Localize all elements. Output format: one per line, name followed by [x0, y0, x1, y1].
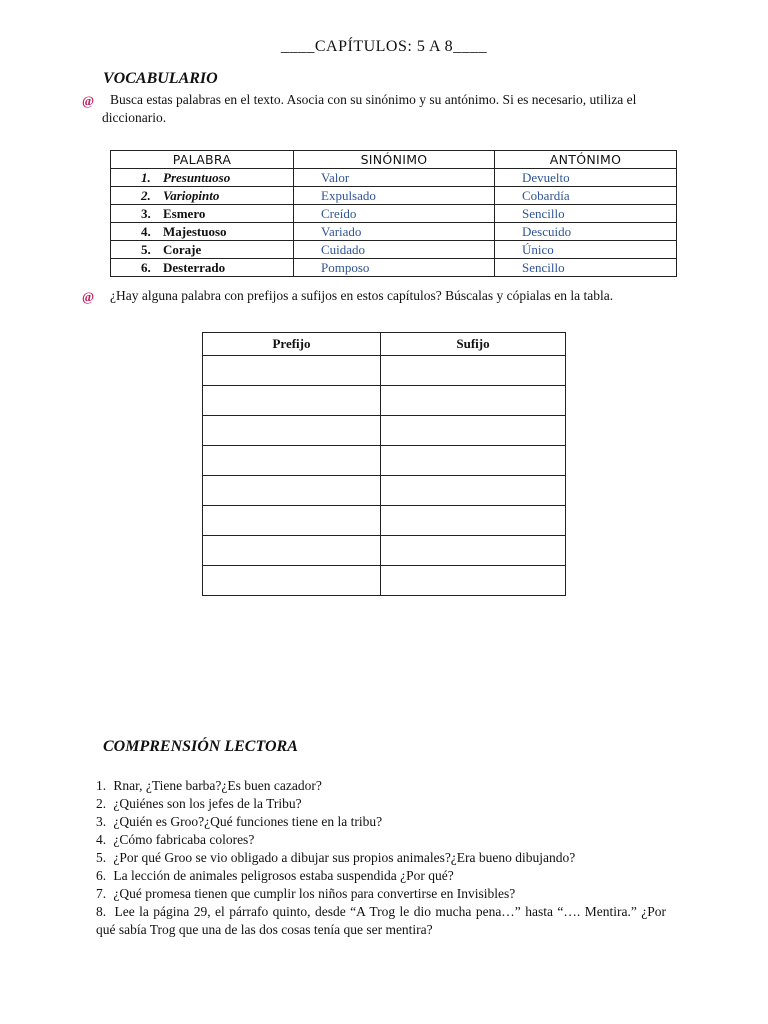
list-item	[96, 867, 666, 885]
synonym-cell: Expulsado	[294, 187, 495, 205]
prefix-cell[interactable]	[203, 356, 381, 386]
antonym-cell: Devuelto	[495, 169, 677, 187]
question-number: 7.	[96, 886, 107, 901]
row-number: 2.	[141, 187, 151, 203]
word-text: Variopinto	[163, 187, 220, 203]
suffix-cell[interactable]	[381, 476, 566, 506]
question-number: 1.	[96, 778, 107, 793]
list-item	[96, 831, 666, 849]
table-row	[203, 416, 566, 446]
suffix-cell[interactable]	[381, 386, 566, 416]
list-item	[96, 777, 666, 795]
table-row	[111, 169, 677, 187]
row-number: 3.	[141, 205, 151, 221]
bullet-icon: @	[82, 93, 95, 108]
table-row	[203, 386, 566, 416]
table-row	[111, 187, 677, 205]
header-prefijo: Prefijo	[203, 333, 381, 356]
prefix-cell[interactable]	[203, 506, 381, 536]
prefix-cell[interactable]	[203, 446, 381, 476]
synonym-cell: Cuidado	[294, 241, 495, 259]
synonym-cell: Valor	[294, 169, 495, 187]
table-row	[203, 356, 566, 386]
suffix-cell[interactable]	[381, 356, 566, 386]
table-row	[203, 536, 566, 566]
suffix-cell[interactable]	[381, 416, 566, 446]
header-sinonimo: SINÓNIMO	[294, 151, 495, 169]
prefix-cell[interactable]	[203, 416, 381, 446]
header-palabra: PALABRA	[111, 151, 294, 169]
questions-list	[96, 777, 666, 939]
question-text: ¿Por qué Groo se vio obligado a dibujar sus propios animales?¿Era bueno dibujando?	[113, 850, 576, 865]
question-text: ¿Qué promesa tienen que cumplir los niños para convertirse en Invisibles?	[113, 886, 516, 901]
antonym-cell: Único	[495, 241, 677, 259]
question-text: ¿Cómo fabricaba colores?	[113, 832, 255, 847]
word-cell	[111, 187, 294, 205]
row-number: 4.	[141, 223, 151, 239]
table-row	[203, 446, 566, 476]
table-row	[111, 205, 677, 223]
question-number: 3.	[96, 814, 107, 829]
word-text: Esmero	[163, 205, 206, 221]
word-text: Presuntuoso	[163, 169, 231, 185]
word-cell	[111, 169, 294, 187]
table-row	[203, 476, 566, 506]
synonym-cell: Variado	[294, 223, 495, 241]
row-number: 6.	[141, 259, 151, 275]
list-item	[96, 885, 666, 903]
bullet-icon: @	[82, 289, 95, 304]
question-number: 5.	[96, 850, 107, 865]
prefix-cell[interactable]	[203, 566, 381, 596]
affix-header-row	[203, 333, 566, 356]
prefix-suffix-table	[202, 332, 566, 596]
suffix-cell[interactable]	[381, 566, 566, 596]
word-cell	[111, 205, 294, 223]
word-text: Desterrado	[163, 259, 226, 275]
list-item	[96, 813, 666, 831]
prefix-cell[interactable]	[203, 536, 381, 566]
word-cell	[111, 223, 294, 241]
comprension-heading: COMPRENSIÓN LECTORA	[103, 738, 298, 755]
question-text: ¿Quiénes son los jefes de la Tribu?	[113, 796, 302, 811]
question-number: 2.	[96, 796, 107, 811]
word-cell	[111, 241, 294, 259]
question-text: Lee la página 29, el párrafo quinto, desde “A Trog le dio mucha pena…” hasta “…. Mentira.” ¿Por qué sabía Trog que una de las dos cosas tenía que ser mentira?	[96, 904, 667, 937]
row-number: 1.	[141, 169, 151, 185]
antonym-cell: Sencillo	[495, 205, 677, 223]
question-number: 8.	[96, 904, 107, 919]
suffix-cell[interactable]	[381, 536, 566, 566]
table-row	[203, 506, 566, 536]
list-item	[96, 903, 666, 939]
row-number: 5.	[141, 241, 151, 257]
question-text: La lección de animales peligrosos estaba suspendida ¿Por qué?	[113, 868, 454, 883]
word-cell	[111, 259, 294, 277]
question-text: Rnar, ¿Tiene barba?¿Es buen cazador?	[113, 778, 322, 793]
synonym-cell: Pomposo	[294, 259, 495, 277]
vocabulario-heading: VOCABULARIO	[103, 70, 218, 87]
synonym-cell: Creído	[294, 205, 495, 223]
page-title: ____CAPÍTULOS: 5 A 8____	[280, 38, 488, 55]
table-row	[111, 241, 677, 259]
vocabulary-header-row	[111, 151, 677, 169]
word-text: Majestuoso	[163, 223, 227, 239]
header-sufijo: Sufijo	[381, 333, 566, 356]
list-item	[96, 795, 666, 813]
antonym-cell: Descuido	[495, 223, 677, 241]
word-text: Coraje	[163, 241, 202, 257]
question-number: 4.	[96, 832, 107, 847]
instruction-prefijos-sufijos: ¿Hay alguna palabra con prefijos a sufijos en estos capítulos? Búscalas y cópialas en la tabla.	[110, 288, 614, 303]
table-row	[111, 223, 677, 241]
question-number: 6.	[96, 868, 107, 883]
question-text: ¿Quién es Groo?¿Qué funciones tiene en la tribu?	[113, 814, 383, 829]
table-row	[203, 566, 566, 596]
vocabulary-table	[110, 150, 677, 277]
antonym-cell: Cobardía	[495, 187, 677, 205]
instruction-vocabulario: Busca estas palabras en el texto. Asocia con su sinónimo y su antónimo. Si es necesario, utiliza el diccionario.	[102, 92, 637, 125]
list-item	[96, 849, 666, 867]
header-antonimo: ANTÓNIMO	[495, 151, 677, 169]
table-row	[111, 259, 677, 277]
prefix-cell[interactable]	[203, 386, 381, 416]
prefix-cell[interactable]	[203, 476, 381, 506]
suffix-cell[interactable]	[381, 446, 566, 476]
suffix-cell[interactable]	[381, 506, 566, 536]
antonym-cell: Sencillo	[495, 259, 677, 277]
